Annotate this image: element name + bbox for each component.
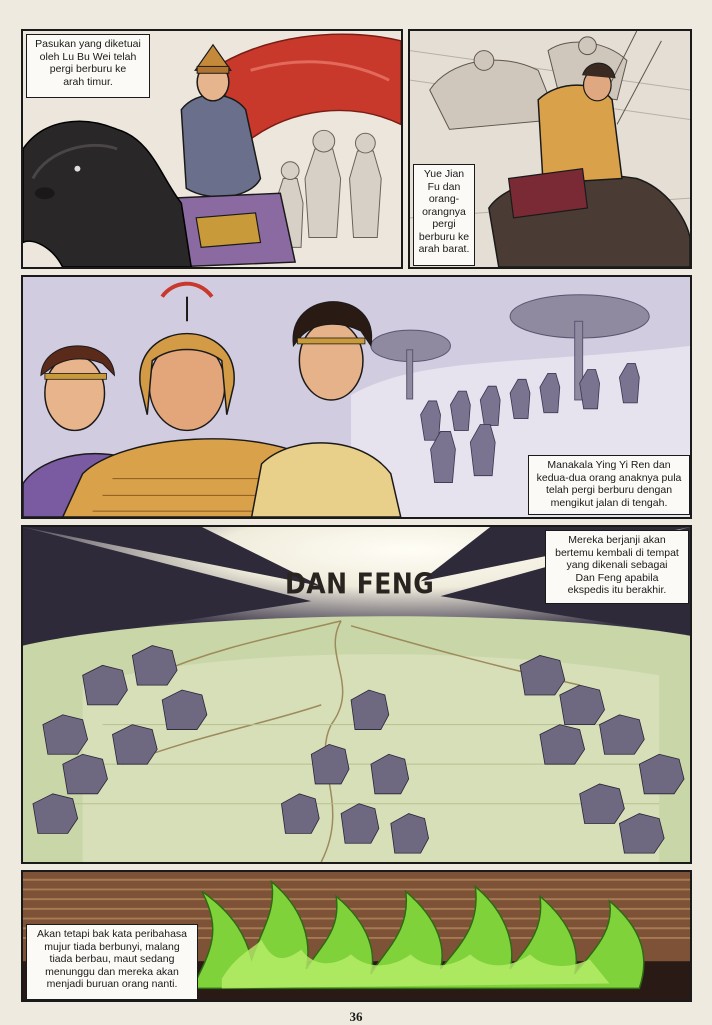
caption-yue-jian-fu: Yue Jian Fu dan orang- orangnya pergi berburu ke arah barat. [413, 164, 475, 266]
panel-green-fire [21, 870, 692, 1002]
panel-lu-bu-wei-east [21, 29, 403, 269]
caption-lu-bu-wei: Pasukan yang diketuai oleh Lu Bu Wei telah pergi berburu ke arah timur. [26, 34, 150, 98]
panel-dan-feng [21, 525, 692, 864]
place-name-dan-feng: DAN FENG [285, 566, 435, 601]
page-number: 36 [349, 1009, 363, 1024]
panel-yue-jian-fu-west [408, 29, 692, 269]
caption-omen: Akan tetapi bak kata peribahasa mujur tiada berbunyi, malang tiada berbau, maut sedang menunggu dan mereka akan menjadi buruan orang nanti. [26, 924, 198, 1000]
caption-ying-yi-ren: Manakala Ying Yi Ren dan kedua-dua orang anaknya pula telah pergi berburu dengan mengikut jalan di tengah. [528, 455, 690, 515]
panel-ying-yi-ren-middle [21, 275, 692, 519]
caption-dan-feng: Mereka berjanji akan bertemu kembali di tempat yang dikenali sebagai Dan Feng apabila ekspedis itu berakhir. [545, 530, 689, 604]
